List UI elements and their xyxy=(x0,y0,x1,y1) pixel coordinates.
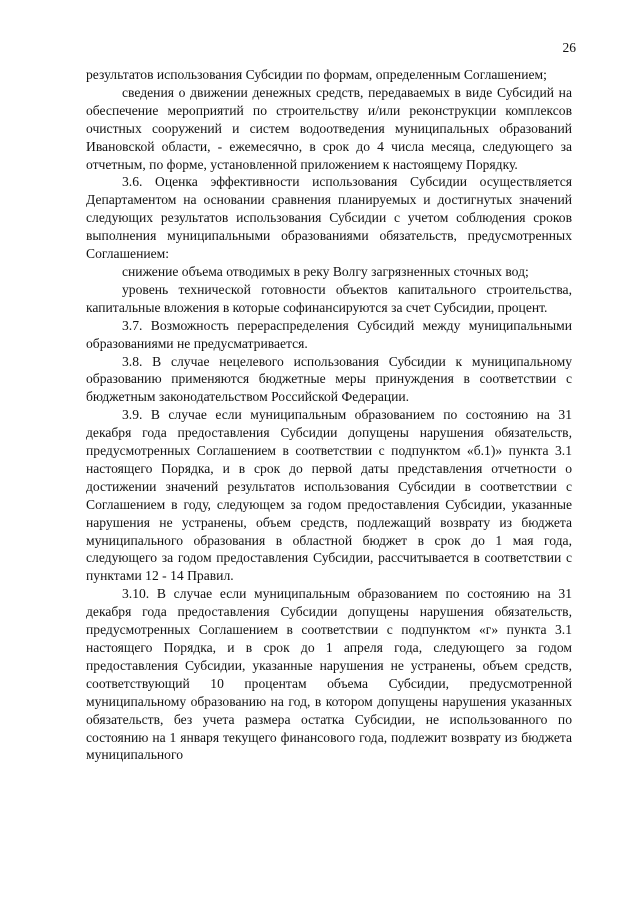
document-body xyxy=(86,66,572,764)
paragraph-3-8: 3.8. В случае нецелевого использования Субсидии к муниципальному образованию применяются бюджетные меры принуждения в соответствии с бюджетным законодательством Российской Федерации. xyxy=(86,353,572,405)
page-number: 26 xyxy=(562,40,576,55)
paragraph-3-10: 3.10. В случае если муниципальным образованием по состоянию на 31 декабря года предоставления Субсидии допущены нарушения обязательств, предусмотренных Соглашением в соответствии с подпунктом «г» пункта 3.1 настоящего Порядка, и в срок до 1 апреля года, следующего за годом предоставления Субсидии, указанные нарушения не устранены, объем средств, соответствующий 10 процентам объема Субсидии, предусмотренной муниципальному образованию на год, в котором допущены нарушения указанных обязательств, без учета размера остатка Субсидии, не использованного по состоянию на 1 января текущего финансового года, подлежит возврату из бюджета муниципального xyxy=(86,586,572,763)
paragraph-wastewater: снижение объема отводимых в реку Волгу загрязненных сточных вод; xyxy=(122,263,529,279)
paragraph-3-6: 3.6. Оценка эффективности использования Субсидии осуществляется Департаментом на основании сравнения планируемых и достигнутых значений следующих результатов использования Субсидии с учетом соблюдения сроков выполнения муниципальными образованиями обязательств, предусмотренных Соглашением: xyxy=(86,174,572,262)
paragraph-readiness: уровень технической готовности объектов капитального строительства, капитальные вложения в которые софинансируются за счет Субсидии, процент. xyxy=(86,281,572,315)
paragraph-3-9: 3.9. В случае если муниципальным образованием по состоянию на 31 декабря года предоставления Субсидии допущены нарушения обязательств, предусмотренных Соглашением в соответствии с подпунктом «б.1)» пункта 3.1 настоящего Порядка, и в срок до первой даты представления отчетности о достижении значений результатов использования Субсидии в соответствии с Соглашением в году, следующем за годом предоставления Субсидии, указанные нарушения не устранены, объем средств, подлежащий возврату из бюджета муниципального образования в областной бюджет в срок до 1 мая года, следующего за годом предоставления Субсидии, рассчитывается в соответствии с пунктами 12 - 14 Правил. xyxy=(86,407,572,584)
paragraph-2: сведения о движении денежных средств, передаваемых в виде Субсидий на обеспечение мероприятий по строительству и/или реконструкции комплексов очистных сооружений и систем водоотведения муниципальных образований Ивановской области, - ежемесячно, в срок до 4 числа месяца, следующего за отчетным, по форме, установленной приложением к настоящему Порядку. xyxy=(86,84,572,172)
paragraph-1: результатов использования Субсидии по формам, определенным Соглашением; xyxy=(86,67,547,82)
paragraph-3-7: 3.7. Возможность перераспределения Субсидий между муниципальными образованиями не предусматривается. xyxy=(86,317,572,351)
